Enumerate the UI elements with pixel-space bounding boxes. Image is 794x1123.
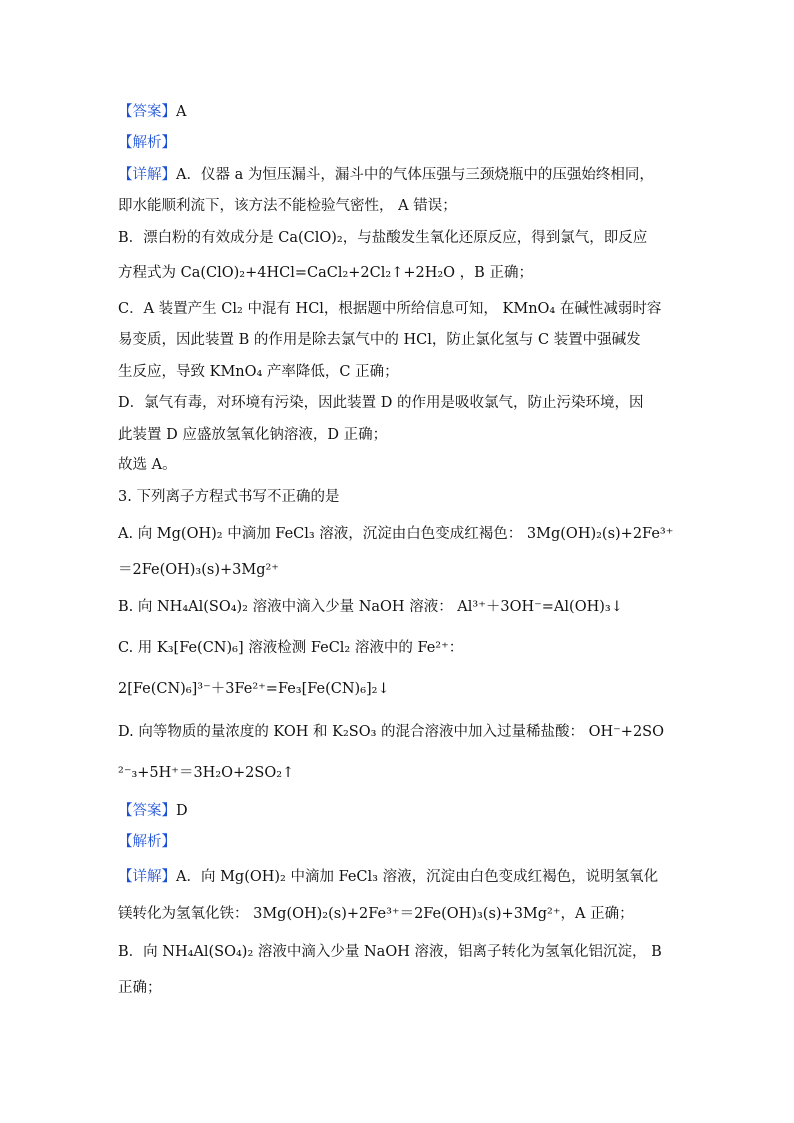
text-line: 故选 A。 — [118, 457, 177, 473]
text-line: 【详解】A．仪器 a 为恒压漏斗，漏斗中的气体压强与三颈烧瓶中的压强始终相同， — [118, 167, 654, 183]
question-title: 3. 下列离子方程式书写不正确的是 — [118, 489, 340, 505]
section-tag: 【答案】 — [118, 803, 176, 819]
text-line: 【详解】A．向 Mg(OH)₂ 中滴加 FeCl₃ 溶液，沉淀由白色变成红褐色，说明氢氧化 — [118, 869, 659, 885]
section-tag: 【详解】 — [118, 167, 176, 183]
option-a-cont: ＝2Fe(OH)₃(s)+3Mg²⁺ — [118, 562, 279, 578]
section-tag: 【详解】 — [118, 869, 176, 885]
text-line: 易变质，因此装置 B 的作用是除去氯气中的 HCl，防止氯化氢与 C 装置中强碱发 — [118, 332, 641, 348]
text-line: 生反应，导致 KMnO₄ 产率降低，C 正确； — [118, 364, 399, 380]
answer-label: 【答案】D — [118, 803, 188, 819]
text-line: 此装置 D 应盛放氢氧化钠溶液，D 正确； — [118, 427, 388, 443]
equation-line: 方程式为 Ca(ClO)₂+4HCl=CaCl₂+2Cl₂↑+2H₂O ，B 正确； — [118, 265, 533, 281]
text-line: 镁转化为氢氧化铁： 3Mg(OH)₂(s)+2Fe³⁺＝2Fe(OH)₃(s)+3Mg²⁺，A 正确； — [118, 906, 634, 922]
option-d-cont: ²⁻₃+5H⁺＝3H₂O+2SO₂↑ — [118, 765, 295, 781]
section-tag: 【解析】 — [118, 135, 176, 151]
analysis-label — [118, 832, 176, 852]
text-line: B．漂白粉的有效成分是 Ca(ClO)₂，与盐酸发生氧化还原反应，得到氯气，即反应 — [118, 230, 648, 246]
option-c: C. 用 K₃[Fe(CN)₆] 溶液检测 FeCl₂ 溶液中的 Fe²⁺： — [118, 640, 464, 656]
option-a: A. 向 Mg(OH)₂ 中滴加 FeCl₃ 溶液，沉淀由白色变成红褐色： 3Mg(OH)₂(s)+2Fe³⁺ — [118, 526, 674, 542]
section-tag: 【答案】 — [118, 104, 176, 120]
analysis-label — [118, 133, 176, 153]
text-line: 即水能顺利流下，该方法不能检验气密性， A 错误； — [118, 198, 457, 214]
text-line: B．向 NH₄Al(SO₄)₂ 溶液中滴入少量 NaOH 溶液，铝离子转化为氢氧化铝沉淀， B — [118, 944, 662, 960]
option-c-equation: 2[Fe(CN)₆]³⁻＋3Fe²⁺=Fe₃[Fe(CN)₆]₂↓ — [118, 681, 390, 697]
text-line: C．A 装置产生 Cl₂ 中混有 HCl，根据题中所给信息可知， KMnO₄ 在碱性减弱时容 — [118, 301, 662, 317]
option-b: B. 向 NH₄Al(SO₄)₂ 溶液中滴入少量 NaOH 溶液： Al³⁺＋3OH⁻=Al(OH)₃↓ — [118, 599, 623, 615]
option-d: D. 向等物质的量浓度的 KOH 和 K₂SO₃ 的混合溶液中加入过量稀盐酸： OH⁻+2SO — [118, 724, 665, 740]
text-line: D．氯气有毒，对环境有污染，因此装置 D 的作用是吸收氯气，防止污染环境，因 — [118, 395, 644, 411]
text-line: 正确； — [118, 980, 162, 996]
section-tag: 【解析】 — [118, 834, 176, 850]
answer-label: 【答案】A — [118, 104, 187, 120]
